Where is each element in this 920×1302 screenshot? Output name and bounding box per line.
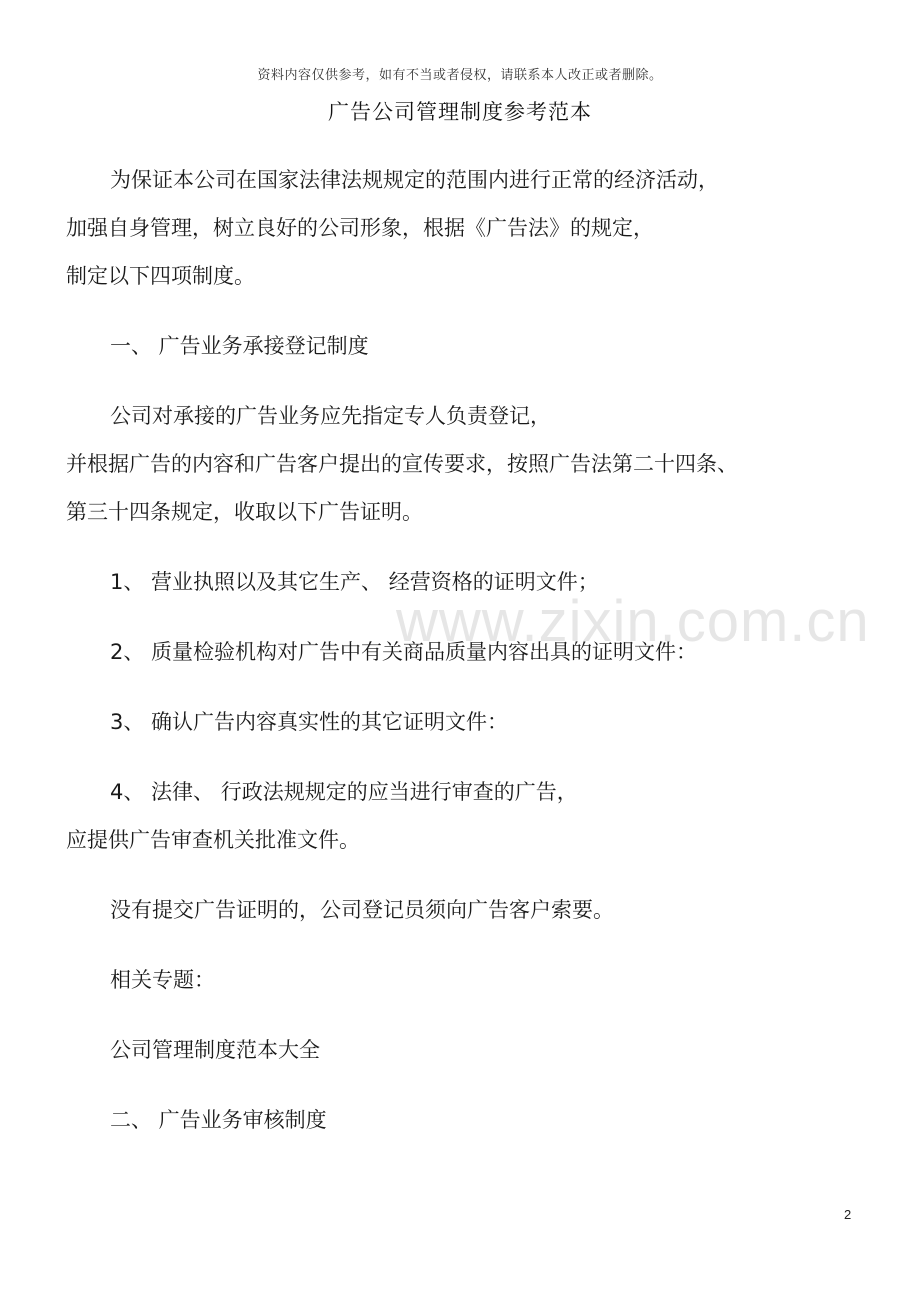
list-item-2: 2、 质量检验机构对广告中有关商品质量内容出具的证明文件： (110, 640, 698, 664)
document-title: 广告公司管理制度参考范本 (328, 100, 592, 124)
intro-line-2: 加强自身管理，树立良好的公司形象，根据《广告法》的规定， (66, 216, 654, 240)
intro-line-3: 制定以下四项制度。 (66, 264, 255, 288)
intro-line-1: 为保证本公司在国家法律法规规定的范围内进行正常的经济活动， (110, 168, 719, 192)
list-item-1: 1、 营业执照以及其它生产、 经营资格的证明文件； (110, 570, 599, 594)
watermark: www.zixin.com.cn (396, 589, 870, 654)
list-item-3: 3、 确认广告内容真实性的其它证明文件： (110, 710, 509, 734)
section-1-heading: 一、 广告业务承接登记制度 (110, 334, 369, 358)
disclaimer-header: 资料内容仅供参考，如有不当或者侵权，请联系本人改正或者删除。 (257, 68, 663, 83)
section-1-para-line-1: 公司对承接的广告业务应先指定专人负责登记， (110, 404, 551, 428)
page-number: 2 (844, 1207, 852, 1222)
related-topics-link[interactable]: 公司管理制度范本大全 (110, 1038, 320, 1062)
section-2-heading: 二、 广告业务审核制度 (110, 1108, 327, 1132)
section-1-para-line-2: 并根据广告的内容和广告客户提出的宣传要求，按照广告法第二十四条、 (66, 452, 738, 476)
closing-paragraph: 没有提交广告证明的，公司登记员须向广告客户索要。 (110, 898, 614, 922)
section-1-para-line-3: 第三十四条规定，收取以下广告证明。 (66, 500, 423, 524)
list-item-4: 4、 法律、 行政法规规定的应当进行审查的广告， (110, 780, 578, 804)
related-topics-label: 相关专题： (110, 968, 215, 992)
list-item-4-continued: 应提供广告审查机关批准文件。 (66, 828, 360, 852)
